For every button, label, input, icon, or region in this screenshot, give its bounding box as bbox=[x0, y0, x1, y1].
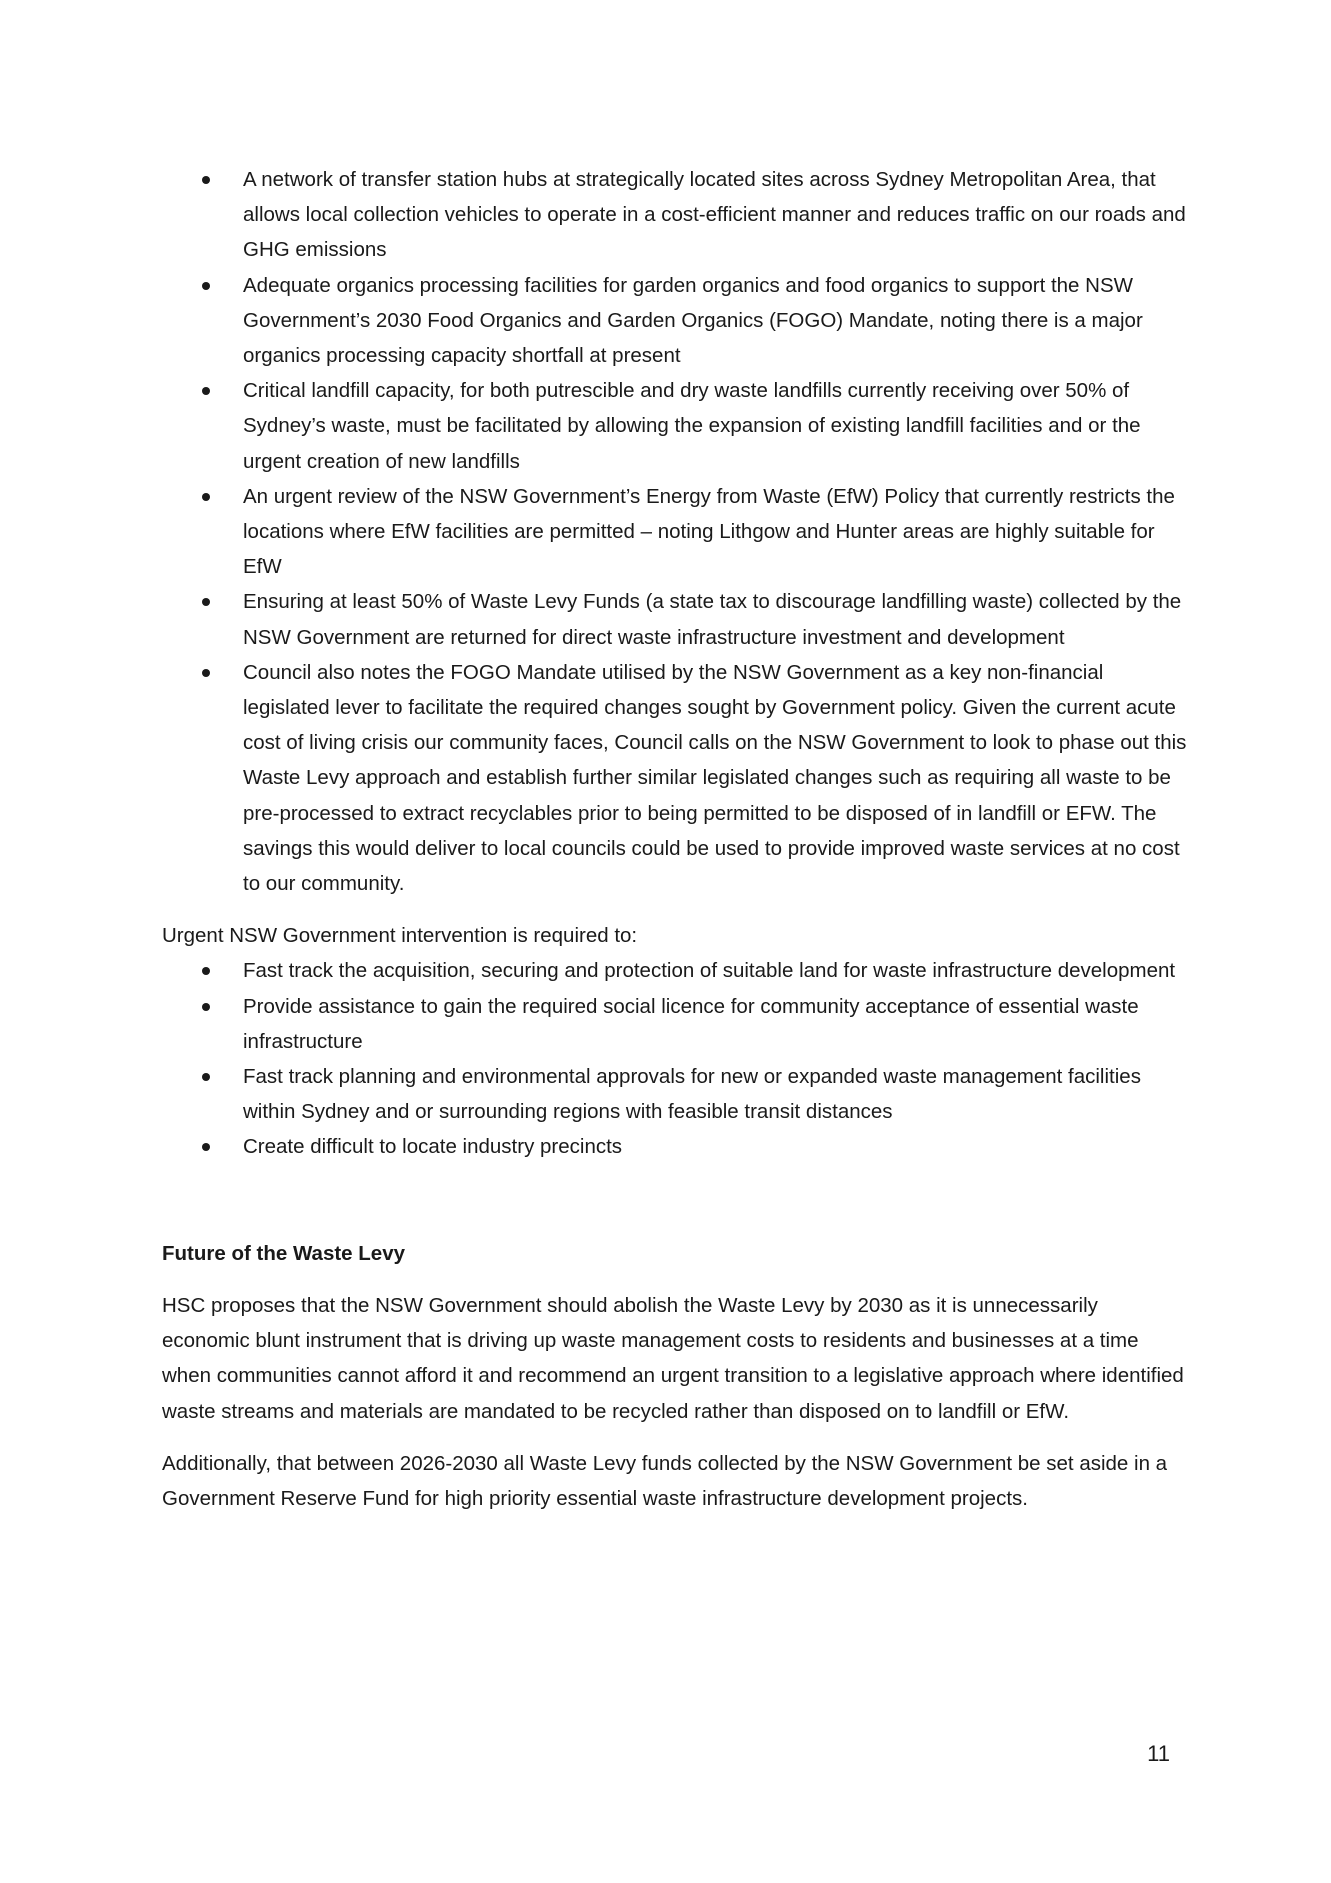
list-item bbox=[162, 1059, 1187, 1129]
list-item bbox=[162, 268, 1187, 374]
bullet-icon bbox=[202, 387, 210, 395]
list-item bbox=[162, 989, 1187, 1059]
bullet-icon bbox=[202, 493, 210, 501]
list-item-text: Fast track planning and environmental approvals for new or expanded waste management facilities within Sydney and or surrounding regions with feasible transit distances bbox=[243, 1065, 1141, 1124]
page-number: 11 bbox=[1147, 1741, 1170, 1766]
body-paragraph: Additionally, that between 2026-2030 all Waste Levy funds collected by the NSW Government be set aside in a Government Reserve Fund for high priority essential waste infrastructure development projects. bbox=[162, 1451, 1168, 1510]
document-page bbox=[162, 162, 1187, 1516]
intervention-lead-text: Urgent NSW Government intervention is required to: bbox=[162, 924, 638, 948]
list-item-text: Ensuring at least 50% of Waste Levy Funds (a state tax to discourage landfilling waste) collected by the NSW Government are returned for direct waste infrastructure investment and development bbox=[243, 590, 1182, 649]
list-item bbox=[162, 953, 1187, 988]
list-item bbox=[162, 373, 1187, 479]
bullet-icon bbox=[202, 598, 210, 606]
list-item bbox=[162, 479, 1187, 585]
list-item-text: An urgent review of the NSW Government’s Energy from Waste (EfW) Policy that currently restricts the locations where EfW facilities are permitted – noting Lithgow and Hunter areas are highly suitable for EfW bbox=[243, 484, 1175, 579]
list-item-text: Provide assistance to gain the required social licence for community acceptance of essential waste infrastructure bbox=[243, 994, 1139, 1053]
list-item-text: Council also notes the FOGO Mandate utilised by the NSW Government as a key non-financial legislated lever to facilitate the required changes sought by Government policy. Given the current acute cost of living crisis our community faces, Council calls on the NSW Government to look to phase out this Waste Levy approach and establish further similar legislated changes such as requiring all waste to be pre-processed to extract recyclables prior to being permitted to be disposed of in landfill or EFW. The savings this would deliver to local councils could be used to provide improved waste services at no cost to our community. bbox=[243, 660, 1187, 896]
list-item-text: Adequate organics processing facilities for garden organics and food organics to support the NSW Government’s 2030 Food Organics and Garden Organics (FOGO) Mandate, noting there is a major organics processing capacity shortfall at present bbox=[243, 273, 1143, 368]
body-paragraph: HSC proposes that the NSW Government should abolish the Waste Levy by 2030 as it is unnecessarily economic blunt instrument that is driving up waste management costs to residents and businesses at a time when communities cannot afford it and recommend an urgent transition to a legislative approach where identified waste streams and materials are mandated to be recycled rather than disposed on to landfill or EfW. bbox=[162, 1293, 1184, 1423]
bullet-icon bbox=[202, 176, 210, 184]
list-item-text: A network of transfer station hubs at strategically located sites across Sydney Metropolitan Area, that allows local collection vehicles to operate in a cost-efficient manner and reduces traffic on our roads and GHG emissions bbox=[243, 168, 1186, 262]
bullet-icon bbox=[202, 669, 210, 677]
list-item bbox=[162, 584, 1187, 654]
list-item bbox=[162, 655, 1187, 901]
list-item bbox=[162, 162, 1187, 268]
list-item bbox=[162, 1129, 1187, 1164]
intervention-bullet-list bbox=[162, 953, 1187, 1164]
bullet-icon bbox=[202, 967, 210, 975]
bullet-icon bbox=[202, 1073, 210, 1081]
list-item-text: Critical landfill capacity, for both putrescible and dry waste landfills currently receiving over 50% of Sydney’s waste, must be facilitated by allowing the expansion of existing landfill facilities and or the urgent creation of new landfills bbox=[243, 379, 1141, 473]
infrastructure-bullet-list bbox=[162, 162, 1187, 901]
bullet-icon bbox=[202, 1143, 210, 1151]
section-heading: Future of the Waste Levy bbox=[162, 1241, 405, 1265]
bullet-icon bbox=[202, 1003, 210, 1011]
bullet-icon bbox=[202, 282, 210, 290]
list-item-text: Fast track the acquisition, securing and protection of suitable land for waste infrastructure development bbox=[243, 959, 1176, 983]
list-item-text: Create difficult to locate industry precincts bbox=[243, 1135, 623, 1159]
